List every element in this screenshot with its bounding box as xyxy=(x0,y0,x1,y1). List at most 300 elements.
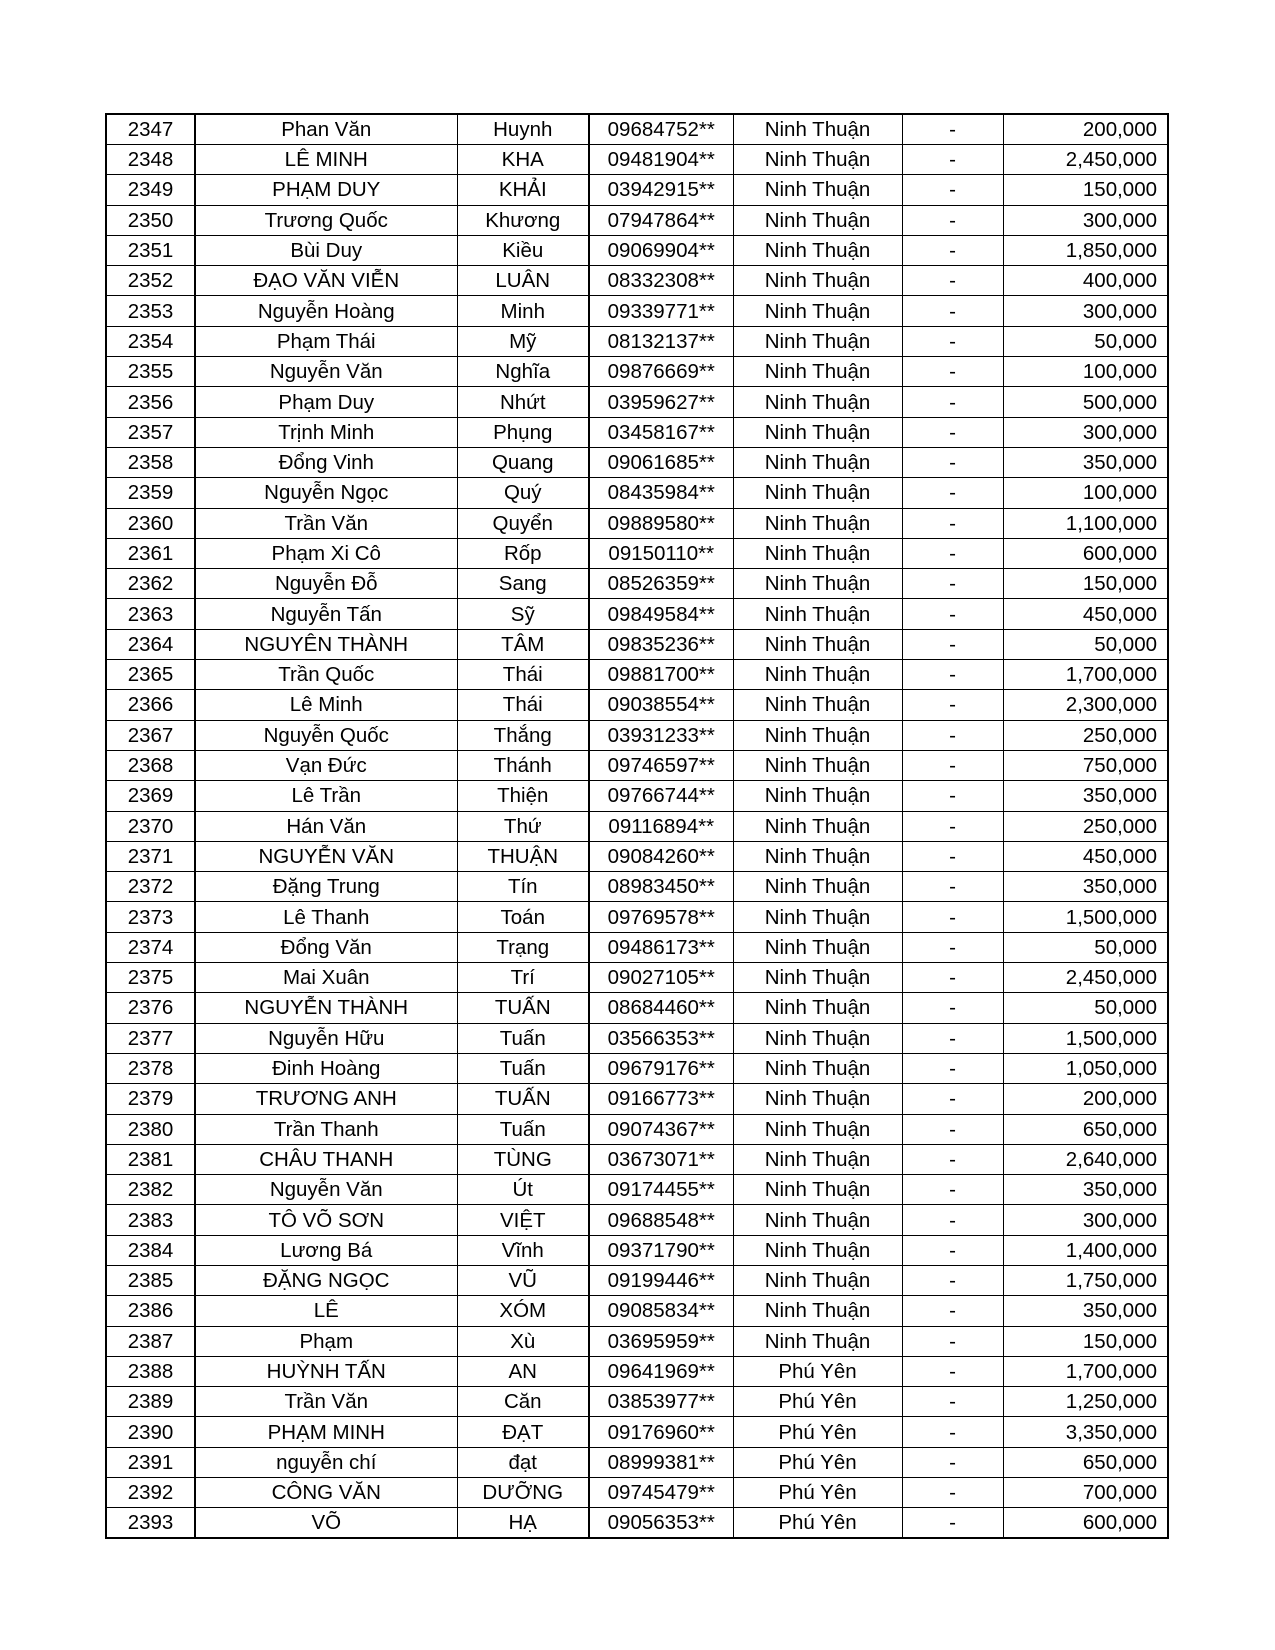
note-cell: - xyxy=(902,1265,1003,1295)
table-row xyxy=(106,1084,1168,1114)
note-cell: - xyxy=(902,720,1003,750)
note-cell: - xyxy=(902,993,1003,1023)
row-number-cell: 2366 xyxy=(106,690,195,720)
given-name-cell: Thánh xyxy=(457,750,589,780)
row-number-cell: 2390 xyxy=(106,1417,195,1447)
note-cell: - xyxy=(902,932,1003,962)
table-row xyxy=(106,1387,1168,1417)
table-row xyxy=(106,1508,1168,1539)
phone-cell: 09679176** xyxy=(589,1053,733,1083)
given-name-cell: KHẢI xyxy=(457,175,589,205)
surname-cell: Lê Minh xyxy=(195,690,457,720)
province-cell: Ninh Thuận xyxy=(733,1084,902,1114)
table-row xyxy=(106,599,1168,629)
amount-cell: 350,000 xyxy=(1003,1296,1168,1326)
table-row xyxy=(106,447,1168,477)
surname-cell: Đặng Trung xyxy=(195,872,457,902)
note-cell: - xyxy=(902,145,1003,175)
phone-cell: 09085834** xyxy=(589,1296,733,1326)
surname-cell: Vạn Đức xyxy=(195,750,457,780)
province-cell: Ninh Thuận xyxy=(733,690,902,720)
row-number-cell: 2358 xyxy=(106,447,195,477)
province-cell: Ninh Thuận xyxy=(733,993,902,1023)
phone-cell: 07947864** xyxy=(589,205,733,235)
surname-cell: CÔNG VĂN xyxy=(195,1478,457,1508)
phone-cell: 09481904** xyxy=(589,145,733,175)
phone-cell: 09876669** xyxy=(589,357,733,387)
table-row xyxy=(106,478,1168,508)
given-name-cell: Thứ xyxy=(457,811,589,841)
note-cell: - xyxy=(902,387,1003,417)
surname-cell: Nguyễn Đỗ xyxy=(195,569,457,599)
surname-cell: Nguyễn Hoàng xyxy=(195,296,457,326)
given-name-cell: DƯỠNG xyxy=(457,1478,589,1508)
row-number-cell: 2360 xyxy=(106,508,195,538)
given-name-cell: XÓM xyxy=(457,1296,589,1326)
surname-cell: VÕ xyxy=(195,1508,457,1539)
surname-cell: Nguyễn Hữu xyxy=(195,1023,457,1053)
province-cell: Ninh Thuận xyxy=(733,447,902,477)
amount-cell: 50,000 xyxy=(1003,932,1168,962)
given-name-cell: LUÂN xyxy=(457,266,589,296)
province-cell: Phú Yên xyxy=(733,1508,902,1539)
given-name-cell: Thái xyxy=(457,660,589,690)
province-cell: Phú Yên xyxy=(733,1356,902,1386)
note-cell: - xyxy=(902,841,1003,871)
given-name-cell: Toán xyxy=(457,902,589,932)
row-number-cell: 2387 xyxy=(106,1326,195,1356)
note-cell: - xyxy=(902,781,1003,811)
phone-cell: 03853977** xyxy=(589,1387,733,1417)
surname-cell: Hán Văn xyxy=(195,811,457,841)
row-number-cell: 2361 xyxy=(106,538,195,568)
province-cell: Phú Yên xyxy=(733,1417,902,1447)
amount-cell: 1,700,000 xyxy=(1003,660,1168,690)
province-cell: Ninh Thuận xyxy=(733,1175,902,1205)
row-number-cell: 2371 xyxy=(106,841,195,871)
amount-cell: 1,500,000 xyxy=(1003,902,1168,932)
phone-cell: 03458167** xyxy=(589,417,733,447)
amount-cell: 50,000 xyxy=(1003,629,1168,659)
row-number-cell: 2353 xyxy=(106,296,195,326)
phone-cell: 09061685** xyxy=(589,447,733,477)
phone-cell: 09027105** xyxy=(589,963,733,993)
phone-cell: 09889580** xyxy=(589,508,733,538)
row-number-cell: 2392 xyxy=(106,1478,195,1508)
table-row xyxy=(106,508,1168,538)
phone-cell: 09176960** xyxy=(589,1417,733,1447)
given-name-cell: KHA xyxy=(457,145,589,175)
amount-cell: 50,000 xyxy=(1003,326,1168,356)
given-name-cell: Tuấn xyxy=(457,1023,589,1053)
given-name-cell: Trí xyxy=(457,963,589,993)
row-number-cell: 2389 xyxy=(106,1387,195,1417)
province-cell: Ninh Thuận xyxy=(733,387,902,417)
table-row xyxy=(106,175,1168,205)
row-number-cell: 2388 xyxy=(106,1356,195,1386)
note-cell: - xyxy=(902,326,1003,356)
phone-cell: 09074367** xyxy=(589,1114,733,1144)
table-row xyxy=(106,841,1168,871)
table-row xyxy=(106,205,1168,235)
phone-cell: 08526359** xyxy=(589,569,733,599)
amount-cell: 300,000 xyxy=(1003,205,1168,235)
row-number-cell: 2376 xyxy=(106,993,195,1023)
given-name-cell: Tuấn xyxy=(457,1114,589,1144)
surname-cell: Phạm Thái xyxy=(195,326,457,356)
given-name-cell: Trạng xyxy=(457,932,589,962)
province-cell: Ninh Thuận xyxy=(733,1144,902,1174)
given-name-cell: Sỹ xyxy=(457,599,589,629)
row-number-cell: 2379 xyxy=(106,1084,195,1114)
note-cell: - xyxy=(902,175,1003,205)
row-number-cell: 2391 xyxy=(106,1447,195,1477)
row-number-cell: 2386 xyxy=(106,1296,195,1326)
note-cell: - xyxy=(902,1508,1003,1539)
province-cell: Ninh Thuận xyxy=(733,720,902,750)
note-cell: - xyxy=(902,296,1003,326)
table-row xyxy=(106,1235,1168,1265)
amount-cell: 150,000 xyxy=(1003,569,1168,599)
amount-cell: 1,750,000 xyxy=(1003,1265,1168,1295)
surname-cell: Phạm Duy xyxy=(195,387,457,417)
note-cell: - xyxy=(902,902,1003,932)
row-number-cell: 2362 xyxy=(106,569,195,599)
note-cell: - xyxy=(902,114,1003,145)
table-row xyxy=(106,1356,1168,1386)
amount-cell: 350,000 xyxy=(1003,447,1168,477)
note-cell: - xyxy=(902,1053,1003,1083)
phone-cell: 08332308** xyxy=(589,266,733,296)
table-row xyxy=(106,690,1168,720)
amount-cell: 200,000 xyxy=(1003,1084,1168,1114)
table-row xyxy=(106,1296,1168,1326)
phone-cell: 09688548** xyxy=(589,1205,733,1235)
row-number-cell: 2385 xyxy=(106,1265,195,1295)
table-row xyxy=(106,629,1168,659)
phone-cell: 09684752** xyxy=(589,114,733,145)
surname-cell: PHẠM DUY xyxy=(195,175,457,205)
phone-cell: 09486173** xyxy=(589,932,733,962)
given-name-cell: VŨ xyxy=(457,1265,589,1295)
table-row xyxy=(106,660,1168,690)
province-cell: Ninh Thuận xyxy=(733,963,902,993)
amount-cell: 600,000 xyxy=(1003,1508,1168,1539)
surname-cell: Nguyễn Tấn xyxy=(195,599,457,629)
amount-cell: 1,100,000 xyxy=(1003,508,1168,538)
note-cell: - xyxy=(902,963,1003,993)
phone-cell: 09766744** xyxy=(589,781,733,811)
province-cell: Ninh Thuận xyxy=(733,1114,902,1144)
province-cell: Ninh Thuận xyxy=(733,932,902,962)
phone-cell: 09150110** xyxy=(589,538,733,568)
province-cell: Ninh Thuận xyxy=(733,326,902,356)
amount-cell: 2,450,000 xyxy=(1003,145,1168,175)
table-row xyxy=(106,357,1168,387)
province-cell: Ninh Thuận xyxy=(733,902,902,932)
given-name-cell: Quang xyxy=(457,447,589,477)
province-cell: Ninh Thuận xyxy=(733,660,902,690)
table-row xyxy=(106,872,1168,902)
note-cell: - xyxy=(902,1447,1003,1477)
surname-cell: Trịnh Minh xyxy=(195,417,457,447)
amount-cell: 300,000 xyxy=(1003,1205,1168,1235)
phone-cell: 03942915** xyxy=(589,175,733,205)
given-name-cell: Rốp xyxy=(457,538,589,568)
note-cell: - xyxy=(902,235,1003,265)
note-cell: - xyxy=(902,1326,1003,1356)
given-name-cell: Nhứt xyxy=(457,387,589,417)
row-number-cell: 2377 xyxy=(106,1023,195,1053)
note-cell: - xyxy=(902,872,1003,902)
row-number-cell: 2374 xyxy=(106,932,195,962)
given-name-cell: Vĩnh xyxy=(457,1235,589,1265)
phone-cell: 09849584** xyxy=(589,599,733,629)
row-number-cell: 2373 xyxy=(106,902,195,932)
province-cell: Phú Yên xyxy=(733,1387,902,1417)
phone-cell: 08435984** xyxy=(589,478,733,508)
province-cell: Ninh Thuận xyxy=(733,508,902,538)
given-name-cell: Thắng xyxy=(457,720,589,750)
note-cell: - xyxy=(902,266,1003,296)
amount-cell: 150,000 xyxy=(1003,1326,1168,1356)
note-cell: - xyxy=(902,508,1003,538)
surname-cell: LÊ xyxy=(195,1296,457,1326)
table-row xyxy=(106,1205,1168,1235)
surname-cell: Phan Văn xyxy=(195,114,457,145)
surname-cell: Nguyễn Văn xyxy=(195,1175,457,1205)
surname-cell: Trần Văn xyxy=(195,1387,457,1417)
row-number-cell: 2378 xyxy=(106,1053,195,1083)
province-cell: Ninh Thuận xyxy=(733,266,902,296)
phone-cell: 09339771** xyxy=(589,296,733,326)
given-name-cell: Quý xyxy=(457,478,589,508)
surname-cell: LÊ MINH xyxy=(195,145,457,175)
table-row xyxy=(106,1417,1168,1447)
given-name-cell: Huynh xyxy=(457,114,589,145)
given-name-cell: đạt xyxy=(457,1447,589,1477)
surname-cell: PHẠM MINH xyxy=(195,1417,457,1447)
row-number-cell: 2354 xyxy=(106,326,195,356)
table-row xyxy=(106,1478,1168,1508)
phone-cell: 03695959** xyxy=(589,1326,733,1356)
table-row xyxy=(106,720,1168,750)
amount-cell: 1,850,000 xyxy=(1003,235,1168,265)
table-row xyxy=(106,1265,1168,1295)
province-cell: Ninh Thuận xyxy=(733,145,902,175)
note-cell: - xyxy=(902,750,1003,780)
phone-cell: 09835236** xyxy=(589,629,733,659)
amount-cell: 1,700,000 xyxy=(1003,1356,1168,1386)
table-row xyxy=(106,538,1168,568)
note-cell: - xyxy=(902,1296,1003,1326)
province-cell: Ninh Thuận xyxy=(733,1023,902,1053)
table-row xyxy=(106,1114,1168,1144)
phone-cell: 03959627** xyxy=(589,387,733,417)
amount-cell: 300,000 xyxy=(1003,296,1168,326)
amount-cell: 1,400,000 xyxy=(1003,1235,1168,1265)
phone-cell: 09174455** xyxy=(589,1175,733,1205)
surname-cell: HUỲNH TẤN xyxy=(195,1356,457,1386)
given-name-cell: TÙNG xyxy=(457,1144,589,1174)
province-cell: Ninh Thuận xyxy=(733,357,902,387)
phone-cell: 08684460** xyxy=(589,993,733,1023)
table-row xyxy=(106,1175,1168,1205)
surname-cell: Phạm xyxy=(195,1326,457,1356)
note-cell: - xyxy=(902,629,1003,659)
row-number-cell: 2382 xyxy=(106,1175,195,1205)
table-body xyxy=(106,114,1168,1538)
surname-cell: Phạm Xi Cô xyxy=(195,538,457,568)
row-number-cell: 2375 xyxy=(106,963,195,993)
province-cell: Ninh Thuận xyxy=(733,1235,902,1265)
table-row xyxy=(106,750,1168,780)
phone-cell: 09084260** xyxy=(589,841,733,871)
phone-cell: 09746597** xyxy=(589,750,733,780)
given-name-cell: TÂM xyxy=(457,629,589,659)
given-name-cell: AN xyxy=(457,1356,589,1386)
row-number-cell: 2363 xyxy=(106,599,195,629)
given-name-cell: TUẤN xyxy=(457,993,589,1023)
surname-cell: Lê Trần xyxy=(195,781,457,811)
phone-cell: 09166773** xyxy=(589,1084,733,1114)
amount-cell: 650,000 xyxy=(1003,1114,1168,1144)
table-row xyxy=(106,902,1168,932)
amount-cell: 700,000 xyxy=(1003,1478,1168,1508)
table-row xyxy=(106,1144,1168,1174)
surname-cell: NGUYÊN THÀNH xyxy=(195,629,457,659)
given-name-cell: THUẬN xyxy=(457,841,589,871)
note-cell: - xyxy=(902,660,1003,690)
province-cell: Ninh Thuận xyxy=(733,781,902,811)
note-cell: - xyxy=(902,569,1003,599)
province-cell: Ninh Thuận xyxy=(733,114,902,145)
phone-cell: 03931233** xyxy=(589,720,733,750)
note-cell: - xyxy=(902,1023,1003,1053)
province-cell: Ninh Thuận xyxy=(733,205,902,235)
surname-cell: NGUYỄN THÀNH xyxy=(195,993,457,1023)
phone-cell: 09371790** xyxy=(589,1235,733,1265)
row-number-cell: 2364 xyxy=(106,629,195,659)
surname-cell: Bùi Duy xyxy=(195,235,457,265)
phone-cell: 08999381** xyxy=(589,1447,733,1477)
province-cell: Ninh Thuận xyxy=(733,1296,902,1326)
amount-cell: 2,640,000 xyxy=(1003,1144,1168,1174)
given-name-cell: Nghĩa xyxy=(457,357,589,387)
phone-cell: 09038554** xyxy=(589,690,733,720)
note-cell: - xyxy=(902,1235,1003,1265)
province-cell: Ninh Thuận xyxy=(733,478,902,508)
surname-cell: CHÂU THANH xyxy=(195,1144,457,1174)
phone-cell: 09056353** xyxy=(589,1508,733,1539)
row-number-cell: 2372 xyxy=(106,872,195,902)
row-number-cell: 2347 xyxy=(106,114,195,145)
amount-cell: 400,000 xyxy=(1003,266,1168,296)
note-cell: - xyxy=(902,1356,1003,1386)
amount-cell: 300,000 xyxy=(1003,417,1168,447)
province-cell: Ninh Thuận xyxy=(733,538,902,568)
table-row xyxy=(106,417,1168,447)
province-cell: Ninh Thuận xyxy=(733,1265,902,1295)
row-number-cell: 2369 xyxy=(106,781,195,811)
surname-cell: Đổng Vinh xyxy=(195,447,457,477)
row-number-cell: 2352 xyxy=(106,266,195,296)
amount-cell: 1,500,000 xyxy=(1003,1023,1168,1053)
phone-cell: 09116894** xyxy=(589,811,733,841)
surname-cell: Nguyễn Ngọc xyxy=(195,478,457,508)
given-name-cell: Căn xyxy=(457,1387,589,1417)
table-row xyxy=(106,1447,1168,1477)
province-cell: Phú Yên xyxy=(733,1447,902,1477)
province-cell: Ninh Thuận xyxy=(733,599,902,629)
amount-cell: 350,000 xyxy=(1003,872,1168,902)
note-cell: - xyxy=(902,447,1003,477)
note-cell: - xyxy=(902,478,1003,508)
given-name-cell: HẠ xyxy=(457,1508,589,1539)
amount-cell: 450,000 xyxy=(1003,599,1168,629)
amount-cell: 650,000 xyxy=(1003,1447,1168,1477)
amount-cell: 1,050,000 xyxy=(1003,1053,1168,1083)
row-number-cell: 2350 xyxy=(106,205,195,235)
table-row xyxy=(106,145,1168,175)
row-number-cell: 2365 xyxy=(106,660,195,690)
phone-cell: 09745479** xyxy=(589,1478,733,1508)
given-name-cell: Thái xyxy=(457,690,589,720)
province-cell: Ninh Thuận xyxy=(733,417,902,447)
note-cell: - xyxy=(902,690,1003,720)
phone-cell: 09641969** xyxy=(589,1356,733,1386)
note-cell: - xyxy=(902,1417,1003,1447)
amount-cell: 250,000 xyxy=(1003,720,1168,750)
province-cell: Ninh Thuận xyxy=(733,1053,902,1083)
amount-cell: 500,000 xyxy=(1003,387,1168,417)
given-name-cell: Tuấn xyxy=(457,1053,589,1083)
table-row xyxy=(106,1023,1168,1053)
row-number-cell: 2367 xyxy=(106,720,195,750)
table-row xyxy=(106,266,1168,296)
amount-cell: 750,000 xyxy=(1003,750,1168,780)
phone-cell: 09881700** xyxy=(589,660,733,690)
surname-cell: Mai Xuân xyxy=(195,963,457,993)
province-cell: Ninh Thuận xyxy=(733,811,902,841)
surname-cell: Đổng Văn xyxy=(195,932,457,962)
surname-cell: NGUYỄN VĂN xyxy=(195,841,457,871)
province-cell: Ninh Thuận xyxy=(733,296,902,326)
amount-cell: 250,000 xyxy=(1003,811,1168,841)
amount-cell: 350,000 xyxy=(1003,1175,1168,1205)
row-number-cell: 2383 xyxy=(106,1205,195,1235)
province-cell: Ninh Thuận xyxy=(733,1326,902,1356)
note-cell: - xyxy=(902,1114,1003,1144)
table-row xyxy=(106,296,1168,326)
given-name-cell: Tín xyxy=(457,872,589,902)
province-cell: Ninh Thuận xyxy=(733,569,902,599)
row-number-cell: 2349 xyxy=(106,175,195,205)
note-cell: - xyxy=(902,1084,1003,1114)
row-number-cell: 2370 xyxy=(106,811,195,841)
province-cell: Ninh Thuận xyxy=(733,750,902,780)
surname-cell: ĐẶNG NGỌC xyxy=(195,1265,457,1295)
note-cell: - xyxy=(902,1387,1003,1417)
row-number-cell: 2381 xyxy=(106,1144,195,1174)
given-name-cell: Sang xyxy=(457,569,589,599)
table-row xyxy=(106,569,1168,599)
given-name-cell: Khương xyxy=(457,205,589,235)
surname-cell: Lương Bá xyxy=(195,1235,457,1265)
given-name-cell: Minh xyxy=(457,296,589,326)
surname-cell: Nguyễn Văn xyxy=(195,357,457,387)
given-name-cell: Kiều xyxy=(457,235,589,265)
